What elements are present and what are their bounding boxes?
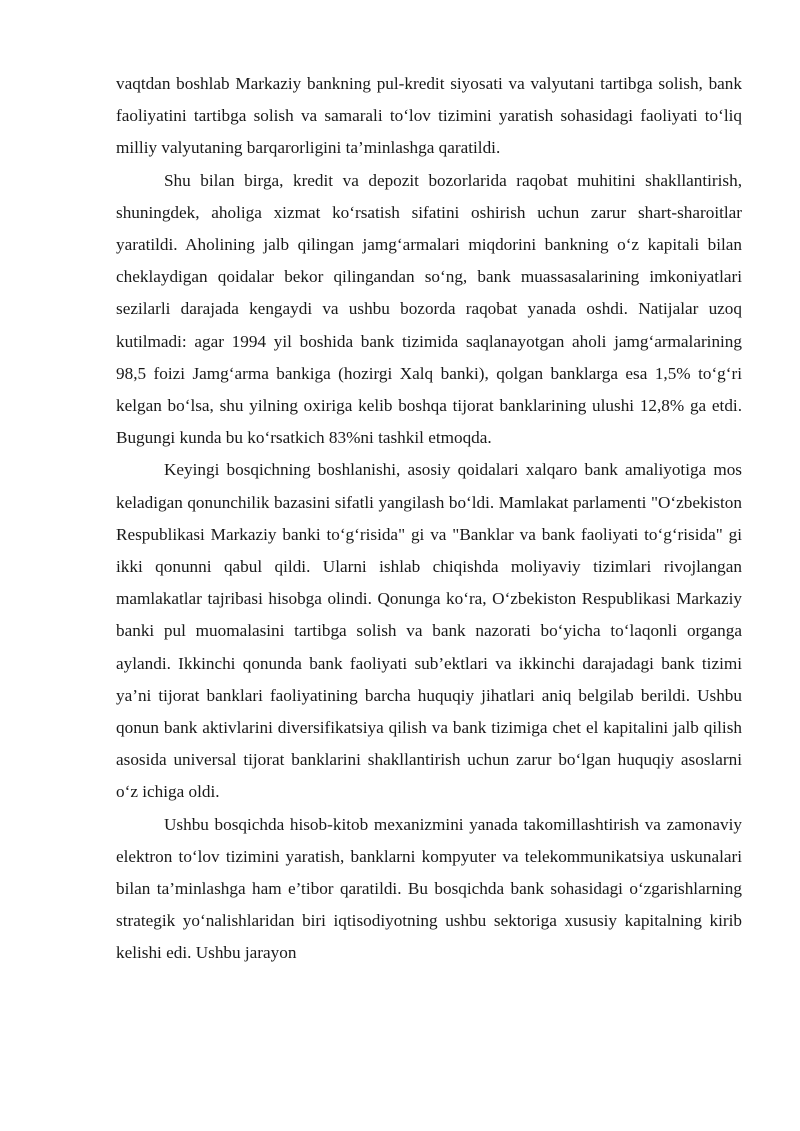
paragraph-legislation: Keyingi bosqichning boshlanishi, asosiy qoidalari xalqaro bank amaliyotiga mos keladigan qonunchilik bazasini sifatli yangilash bo‘ldi. Mamlakat parlamenti "O‘zbekiston Respublikasi Markaziy banki to‘g‘risida" gi va "Banklar va bank faoliyati to‘g‘risida" gi ikki qonunni qabul qildi. Ularni ishlab chiqishda moliyaviy tizimlari rivojlangan mamlakatlar tajribasi hisobga olindi. Qonunga ko‘ra, O‘zbekiston Respublikasi Markaziy banki pul muomalasini tartibga solish va bank nazorati bo‘yicha to‘laqonli organga aylandi. Ikkinchi qonunda bank faoliyati sub’ektlari va ikkinchi darajadagi bank tizimi ya’ni tijorat banklari faoliyatining barcha huquqiy jihatlari aniq belgilab berildi. Ushbu qonun bank aktivlarini diversifikatsiya qilish va bank tizimiga chet el kapitalini jalb qilish asosida universal tijorat banklarini shakllantirish uchun zarur bo‘lgan huquqiy asoslarni o‘z ichiga oldi. bbox=[116, 460, 742, 802]
paragraph-competition: Shu bilan birga, kredit va depozit bozorlarida raqobat muhitini shakllantirish, shuningdek, aholiga xizmat ko‘rsatish sifatini oshirish uchun zarur shart-sharoitlar yaratildi. Aholining jalb qilingan jamg‘armalari miqdorini bankning o‘z kapitali bilan cheklaydigan qoidalar bekor qilingandan so‘ng, bank muassasalarining imkoniyatlari sezilarli darajada kengaydi va ushbu bozorda raqobat yanada oshdi. Natijalar uzoq kutilmadi: agar 1994 yil boshida bank tizimida saqlanayotgan aholi jamg‘armalarining 98,5 foizi Jamg‘arma bankiga (hozirgi Xalq banki), qolgan banklarga esa 1,5% to‘g‘ri kelgan bo‘lsa, shu yilning oxiriga kelib boshqa tijorat banklarining ulushi 12,8% ga etdi. Bugungi kunda bu ko‘rsatkich 83%ni tashkil etmoqda. bbox=[116, 170, 742, 448]
paragraph-payment-systems: Ushbu bosqichda hisob-kitob mexanizmini yanada takomillashtirish va zamonaviy elektron to‘lov tizimini yaratish, banklarni kompyuter va telekommunikatsiya uskunalari bilan ta’minlashga ham e’tibor qaratildi. Bu bosqichda bank sohasidagi o‘zgarishlarning strategik yo‘nalishlaridan biri iqtisodiyotning ushbu sektoriga xususiy kapitalning kirib kelishi edi. Ushbu jarayon bbox=[116, 814, 742, 963]
paragraph-continuation: vaqtdan boshlab Markaziy bankning pul-kredit siyosati va valyutani tartibga solish, bank faoliyatini tartibga solish va samarali to‘lov tizimini yaratish sohasidagi faoliyati to‘liq milliy valyutaning barqarorligini ta’minlashga qaratildi. bbox=[116, 74, 742, 158]
